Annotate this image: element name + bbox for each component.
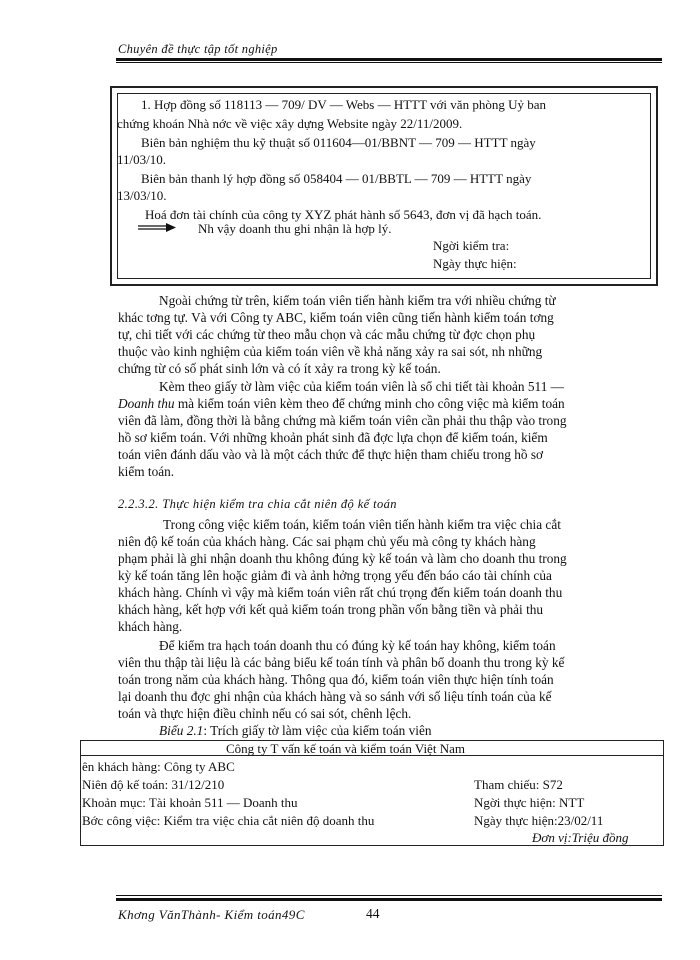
footer-rule [116, 898, 662, 901]
evidence-line-1: 1. Hợp đồng số 118113 — 709/ DV — Webs — HTTT với văn phòng Uỷ ban [141, 97, 546, 112]
para3-line-5: khách hàng. Chính vì vậy mà kiểm toán viên rất chú trọng đến kiểm toán doanh thu [118, 585, 563, 600]
evidence-line-7: Hoá đơn tài chính của công ty XYZ phát hành số 5643, đơn vị đã hạch toán. [145, 207, 542, 222]
para2-line-3: viên đã làm, đồng thời là bằng chứng mà kiểm toán viên cần phải thu thập vào trong [118, 413, 567, 428]
evidence-line-8: Nh vậy doanh thu ghi nhận là hợp lý. [198, 221, 392, 236]
para4-line-3: toán trong năm của khách hàng. Thông qua đó, kiểm toán viên thực hiện tính toán [118, 672, 554, 687]
para3-line-4: kỳ kế toán tăng lên hoặc giảm đi và ảnh hởng trọng yếu đến báo cáo tài chính của [118, 568, 552, 583]
fiscal-year: Niên độ kế toán: 31/12/210 [82, 777, 225, 792]
footer-author: Khơng VănThành- Kiểm toán49C [118, 907, 305, 922]
page-number: 44 [366, 906, 380, 921]
section-title: 2.2.3.2. Thực hiện kiểm tra chia cắt niên độ kế toán [118, 497, 397, 511]
date-label: Ngày thực hiện: [433, 256, 517, 271]
audit-company-name: Công ty T vấn kế toán và kiểm toán Việt Nam [226, 741, 465, 756]
para3-line-2: niên độ kế toán của khách hàng. Các sai phạm chủ yếu mà công ty khách hàng [118, 534, 536, 549]
caption-text: : Trích giấy tờ làm việc của kiểm toán viên [203, 723, 432, 738]
para4-line-1: Để kiểm tra hạch toán doanh thu có đúng kỳ kế toán hay không, kiểm toán [159, 638, 556, 653]
arrow-right-icon [138, 223, 176, 233]
para2-line-6: kiểm toán. [118, 464, 175, 479]
evidence-line-2: chứng khoán Nhà nớc về việc xây dựng Website ngày 22/11/2009. [117, 116, 463, 131]
account-item: Khoản mục: Tài khoản 511 — Doanh thu [82, 795, 298, 810]
caption-label: Biểu 2.1 [159, 723, 204, 738]
reference: Tham chiếu: S72 [474, 777, 563, 792]
para4-line-2: viên thu thập tài liệu là các bảng biểu kế toán tính và phân bổ doanh thu trong kỳ kế [118, 655, 565, 670]
performer: Ngời thực hiện: NTT [474, 795, 585, 810]
para2-line-2-rest: mà kiểm toán viên kèm theo để chứng minh cho công việc mà kiểm toán [174, 396, 565, 411]
para2-line-5: toán viên đánh dấu vào và là một cách thức để thực hiện tham chiếu trong hồ sơ [118, 447, 544, 462]
client-name: ên khách hàng: Công ty ABC [82, 759, 235, 774]
header-rule [116, 58, 662, 61]
para1-line-2: khác tơng tự. Và với Công ty ABC, kiểm toán viên cũng tiến hành kiểm toán tơng [118, 310, 554, 325]
para2-line-2 [118, 396, 565, 413]
para2-line-4: hồ sơ kiểm toán. Với những khoản phát sinh đã đợc lựa chọn để kiểm toán, kiểm [118, 430, 548, 445]
para4-line-5: toán và thực hiện điều chỉnh nếu có sai sót, chênh lệch. [118, 706, 412, 721]
evidence-line-6: 13/03/10. [117, 188, 167, 203]
running-header: Chuyên đề thực tập tốt nghiệp [118, 42, 278, 56]
para3-line-6: khách hàng, kết hợp với kết quả kiểm toán trong phần vốn bằng tiền và phải thu [118, 602, 544, 617]
footer-rule-thin [116, 895, 662, 896]
para1-line-4: thuộc vào kinh nghiệm của kiểm toán viên về khả năng xảy ra sai sót, nh những [118, 344, 543, 359]
para3-line-1: Trong công việc kiểm toán, kiểm toán viên tiến hành kiểm tra việc chia cắt [163, 517, 561, 532]
para1-line-1: Ngoài chứng từ trên, kiểm toán viên tiến hành kiểm tra với nhiều chứng từ [159, 293, 556, 308]
work-step: Bớc công việc: Kiểm tra việc chia cắt niên độ doanh thu [82, 813, 375, 828]
para2-line-1: Kèm theo giấy tờ làm việc của kiểm toán viên là sổ chi tiết tài khoản 511 — [159, 379, 564, 394]
header-rule-thin [116, 62, 662, 63]
evidence-line-3: Biên bản nghiệm thu kỹ thuật số 011604—01/BBNT — 709 — HTTT ngày [141, 135, 536, 150]
para4-line-4: lại doanh thu đợc ghi nhận của khách hàng và so sánh với số liệu tính toán của kế [118, 689, 552, 704]
doanh-thu-italic: Doanh thu [118, 396, 175, 411]
para1-line-3: tự, chi tiết với các chứng từ theo mẫu chọn và các mẫu chứng từ đợc chọn phụ [118, 327, 536, 342]
performed-date: Ngày thực hiện:23/02/11 [474, 813, 604, 828]
figure-caption [159, 723, 432, 740]
para1-line-5: chứng từ có số phát sinh lớn và có ít xảy ra trong kỳ kế toán. [118, 361, 441, 376]
evidence-line-4: 11/03/10. [117, 152, 166, 167]
para3-line-3: phạm phải là ghi nhận doanh thu không đúng kỳ kế toán và làm cho doanh thu trong [118, 551, 567, 566]
checker-label: Ngời kiểm tra: [433, 238, 510, 253]
para3-line-7: khách hàng. [118, 619, 183, 634]
unit-label: Đơn vị:Triệu đồng [532, 830, 629, 845]
evidence-line-5: Biên bản thanh lý hợp đồng số 058404 — 01/BBTL — 709 — HTTT ngày [141, 171, 532, 186]
